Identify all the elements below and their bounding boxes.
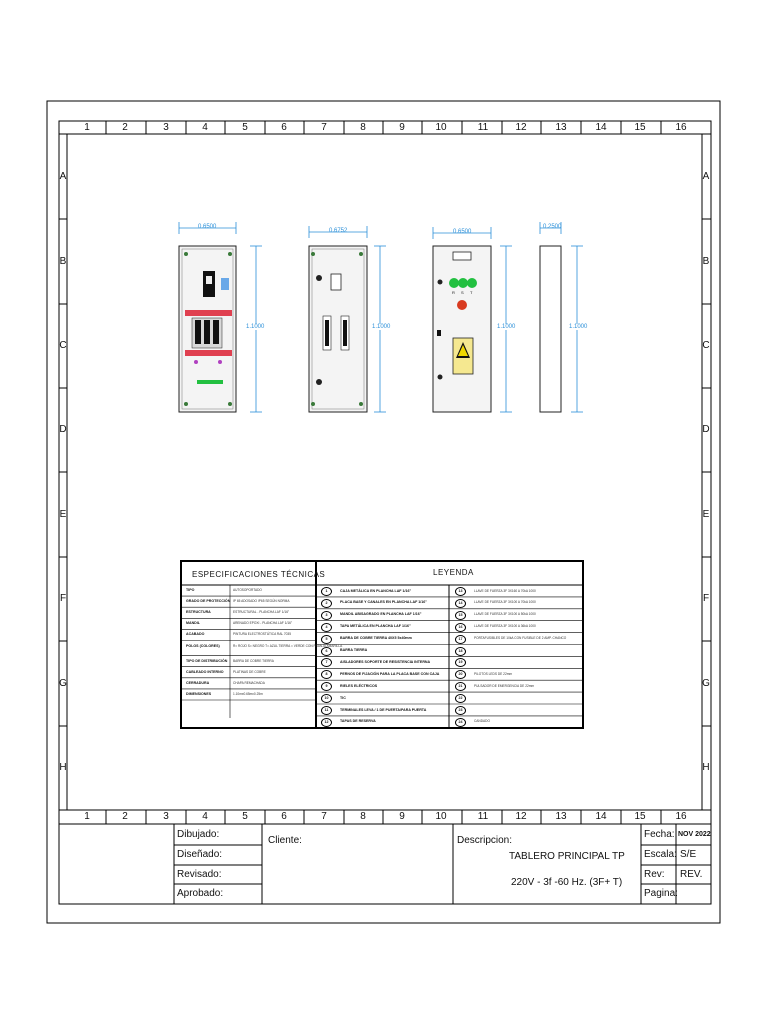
specs-title: ESPECIFICACIONES TÉCNICAS: [192, 570, 326, 579]
descripcion-line1: TABLERO PRINCIPAL TP: [509, 851, 625, 862]
grid-col-bot-6: 6: [281, 811, 287, 822]
grid-col-bot-7: 7: [321, 811, 327, 822]
legend-marker: 20: [455, 670, 466, 679]
legend-text: LLAVE DE FUERZA 3F 3X100 A 70kA 1000: [474, 600, 536, 605]
dim-view1-width: 0.6500: [198, 224, 217, 230]
grid-col-top-12: 12: [515, 122, 527, 133]
grid-col-top-11: 11: [477, 122, 489, 133]
fecha-value: NOV 2022: [678, 831, 711, 838]
grid-col-bot-10: 10: [435, 811, 447, 822]
grid-col-bot-1: 1: [84, 811, 90, 822]
descripcion-label: Descripcion:: [457, 835, 513, 846]
grid-col-bot-2: 2: [122, 811, 128, 822]
legend-text: LLAVE DE FUERZA 3F 3X100 A 36kA 1000: [474, 624, 536, 629]
grid-col-bot-15: 15: [634, 811, 646, 822]
spec-value: R= ROJO S= NEGRO T= AZUL TIERRA = VERDE CON FRANJA AMARILLA: [233, 643, 343, 648]
legend-text: LLAVE DE FUERZA 3F 3X160 A 70kA 1000: [474, 588, 536, 593]
grid-col-bot-16: 16: [675, 811, 687, 822]
escala-label: Escala:: [644, 849, 677, 860]
spec-value: IP 65 ADOSADO IP65 SEGÚN NORMA: [233, 599, 290, 604]
grid-row-left-B: B: [59, 256, 67, 267]
legend-marker: 19: [455, 658, 466, 667]
legend-text: BARRA DE COBRE TIERRA 40X5 5x40mm: [340, 636, 412, 641]
grid-col-top-8: 8: [360, 122, 366, 133]
legend-marker: 2: [321, 599, 332, 608]
grid-row-left-D: D: [59, 424, 67, 435]
spec-value: PLATINAS DE COBRE: [233, 669, 266, 674]
view-side: [540, 246, 561, 412]
spec-label: TIPO: [186, 588, 195, 592]
legend-text: PILOTOS LEDS DE 22mm: [474, 671, 513, 676]
view-front-interior: [179, 246, 236, 412]
spec-value: ESTRUCTURAL - PLANCHA LAF 1/16": [233, 610, 290, 615]
legend-text: TIC: [340, 695, 346, 700]
aprobado-label: Aprobado:: [177, 888, 224, 899]
grid-col-bot-12: 12: [515, 811, 527, 822]
spec-value: ARENADO EPOXI - PLANCHA LAF 1/16": [233, 621, 293, 626]
grid-col-top-14: 14: [595, 122, 607, 133]
legend-text: AISLADORES SOPORTE DE RESISTENCIA INTERNA: [340, 659, 431, 664]
legend-marker: 10: [321, 694, 332, 703]
legend-text: RIELES ELÉCTRICOS: [340, 683, 378, 688]
legend-marker: 23: [455, 706, 466, 715]
view-door: [433, 246, 491, 412]
spec-value: 1.10mx0.65mx0.25m: [233, 691, 263, 696]
legend-marker: 8: [321, 670, 332, 679]
legend-marker: 9: [321, 682, 332, 691]
rev-label: Rev:: [644, 869, 665, 880]
legend-marker: 11: [321, 706, 332, 715]
pagina-label: Pagina:: [644, 888, 678, 899]
spec-label: CERRADURA: [186, 680, 210, 685]
legend-marker: 4: [321, 623, 332, 632]
legend-marker: 17: [455, 635, 466, 644]
grid-row-left-F: F: [59, 593, 67, 604]
grid-col-bot-9: 9: [399, 811, 405, 822]
legend-text: PORTAFUSIBLES DE 10kA CON FUSIBLE DE 2 AMP. CHANCO: [474, 636, 567, 641]
spec-value: AUTOSOPORTADO: [233, 588, 262, 592]
legend-marker: 13: [455, 587, 466, 596]
view-mandil: [309, 246, 367, 412]
grid-col-bot-8: 8: [360, 811, 366, 822]
legend-marker: 12: [321, 718, 332, 727]
pilot-label-t: T: [470, 290, 473, 295]
grid-col-top-1: 1: [84, 122, 90, 133]
grid-col-top-4: 4: [202, 122, 208, 133]
grid-col-top-13: 13: [555, 122, 567, 133]
spec-label: ESTRUCTURA: [186, 610, 211, 615]
grid-col-top-16: 16: [675, 122, 687, 133]
cliente-label: Cliente:: [268, 835, 302, 846]
legend-marker: 16: [455, 623, 466, 632]
grid-row-left-H: H: [59, 762, 67, 773]
disenado-label: Diseñado:: [177, 849, 223, 860]
dim-view1-height: 1.1000: [246, 324, 265, 330]
spec-label: ACABADO: [186, 632, 205, 637]
pilot-label-s: S: [461, 290, 464, 295]
rev-value: REV.: [680, 869, 703, 880]
grid-row-right-F: F: [702, 593, 710, 604]
grid-row-left-G: G: [59, 678, 67, 689]
grid-row-right-D: D: [702, 424, 710, 435]
spec-value: PINTURA ELECTROSTÁTICA RAL 7035: [233, 632, 291, 637]
grid-row-right-B: B: [702, 256, 710, 267]
dim-view2-width: 0.6752: [329, 228, 348, 234]
grid-col-top-6: 6: [281, 122, 287, 133]
dimension-lines: [179, 222, 583, 412]
dim-view3-height: 1.1000: [497, 324, 516, 330]
escala-value: S/E: [680, 849, 697, 860]
spec-label: GRADO DE PROTECCIÓN: [186, 599, 231, 604]
grid-col-top-7: 7: [321, 122, 327, 133]
legend-text: PLACA BASE Y CANALES EN PLANCHA LAF 1/16": [340, 600, 427, 605]
grid-col-bot-5: 5: [242, 811, 248, 822]
spec-label: CABLEADO INTERNO: [186, 669, 224, 674]
pilot-label-r: R: [452, 290, 455, 295]
legend-marker: 5: [321, 635, 332, 644]
legend-text: CANDADO: [474, 719, 490, 724]
revisado-label: Revisado:: [177, 869, 222, 880]
spec-label: TIPO DE DISTRIBUCIÓN: [186, 658, 228, 663]
spec-label: POLOS (COLORES): [186, 643, 220, 648]
dibujado-label: Dibujado:: [177, 829, 220, 840]
grid-col-top-10: 10: [435, 122, 447, 133]
legend-text: PERNOS DE FIJACIÓN PARA LA PLACA BASE CON CAJA: [340, 671, 440, 676]
spec-label: MANDIL: [186, 621, 200, 626]
legend-text: MANDIL ABISAGRADO EN PLANCHA LAF 1/16": [340, 612, 422, 617]
grid-col-top-5: 5: [242, 122, 248, 133]
grid-col-bot-13: 13: [555, 811, 567, 822]
grid-row-right-C: C: [702, 340, 710, 351]
dim-view3-width: 0.6500: [453, 229, 472, 235]
grid-col-bot-11: 11: [477, 811, 489, 822]
grid-row-left-E: E: [59, 509, 67, 520]
descripcion-line2: 220V - 3f -60 Hz. (3F+ T): [511, 877, 623, 888]
legend-marker: 22: [455, 694, 466, 703]
legend-marker: 18: [455, 647, 466, 656]
grid-col-top-9: 9: [399, 122, 405, 133]
grid-row-right-A: A: [702, 171, 710, 182]
spec-value: CHAPA REMACHADA: [233, 680, 265, 685]
legend-marker: 1: [321, 587, 332, 596]
legend-marker: 14: [455, 599, 466, 608]
legend-marker: 7: [321, 658, 332, 667]
legend-text: CAJA METÁLICA EN PLANCHA LAF 1/16": [340, 588, 412, 593]
legend-text: LLAVE DE FUERZA 3F 3X100 A 50kA 1000: [474, 612, 536, 617]
dim-view4-height: 1.1000: [569, 324, 588, 330]
grid-col-top-15: 15: [634, 122, 646, 133]
grid-row-left-A: A: [59, 171, 67, 182]
legend-text: BARRA TIERRA: [340, 648, 368, 652]
legend-marker: 21: [455, 682, 466, 691]
legend-title: LEYENDA: [433, 568, 474, 577]
legend-marker: 15: [455, 611, 466, 620]
legend-marker: 24: [455, 718, 466, 727]
grid-col-top-3: 3: [163, 122, 169, 133]
title-block: [174, 824, 711, 904]
grid-row-right-E: E: [702, 509, 710, 520]
fecha-label: Fecha:: [644, 829, 675, 840]
grid-col-bot-14: 14: [595, 811, 607, 822]
grid-col-top-2: 2: [122, 122, 128, 133]
spec-label: DIMENSIONES: [186, 691, 212, 696]
legend-text: PULSADOR DE EMERGENCIA DE 22mm: [474, 683, 535, 688]
legend-marker: 6: [321, 647, 332, 656]
grid-col-bot-4: 4: [202, 811, 208, 822]
grid-row-left-C: C: [59, 340, 67, 351]
grid-row-right-H: H: [702, 762, 710, 773]
dim-view2-height: 1.1000: [372, 324, 391, 330]
legend-marker: 3: [321, 611, 332, 620]
grid-row-right-G: G: [702, 678, 710, 689]
dim-view4-width: 0.2500: [543, 224, 562, 230]
spec-value: BARRA DE COBRE TIERRA: [233, 658, 274, 663]
legend-text: TERMINALES LEVA / 1 DE PUERTA/PARA PUERTA: [340, 707, 427, 712]
legend-text: TAPAS DE RESERVA: [340, 719, 376, 724]
grid-col-bot-3: 3: [163, 811, 169, 822]
legend-text: TAPA METÁLICA EN PLANCHA LAF 1/16": [340, 624, 411, 629]
